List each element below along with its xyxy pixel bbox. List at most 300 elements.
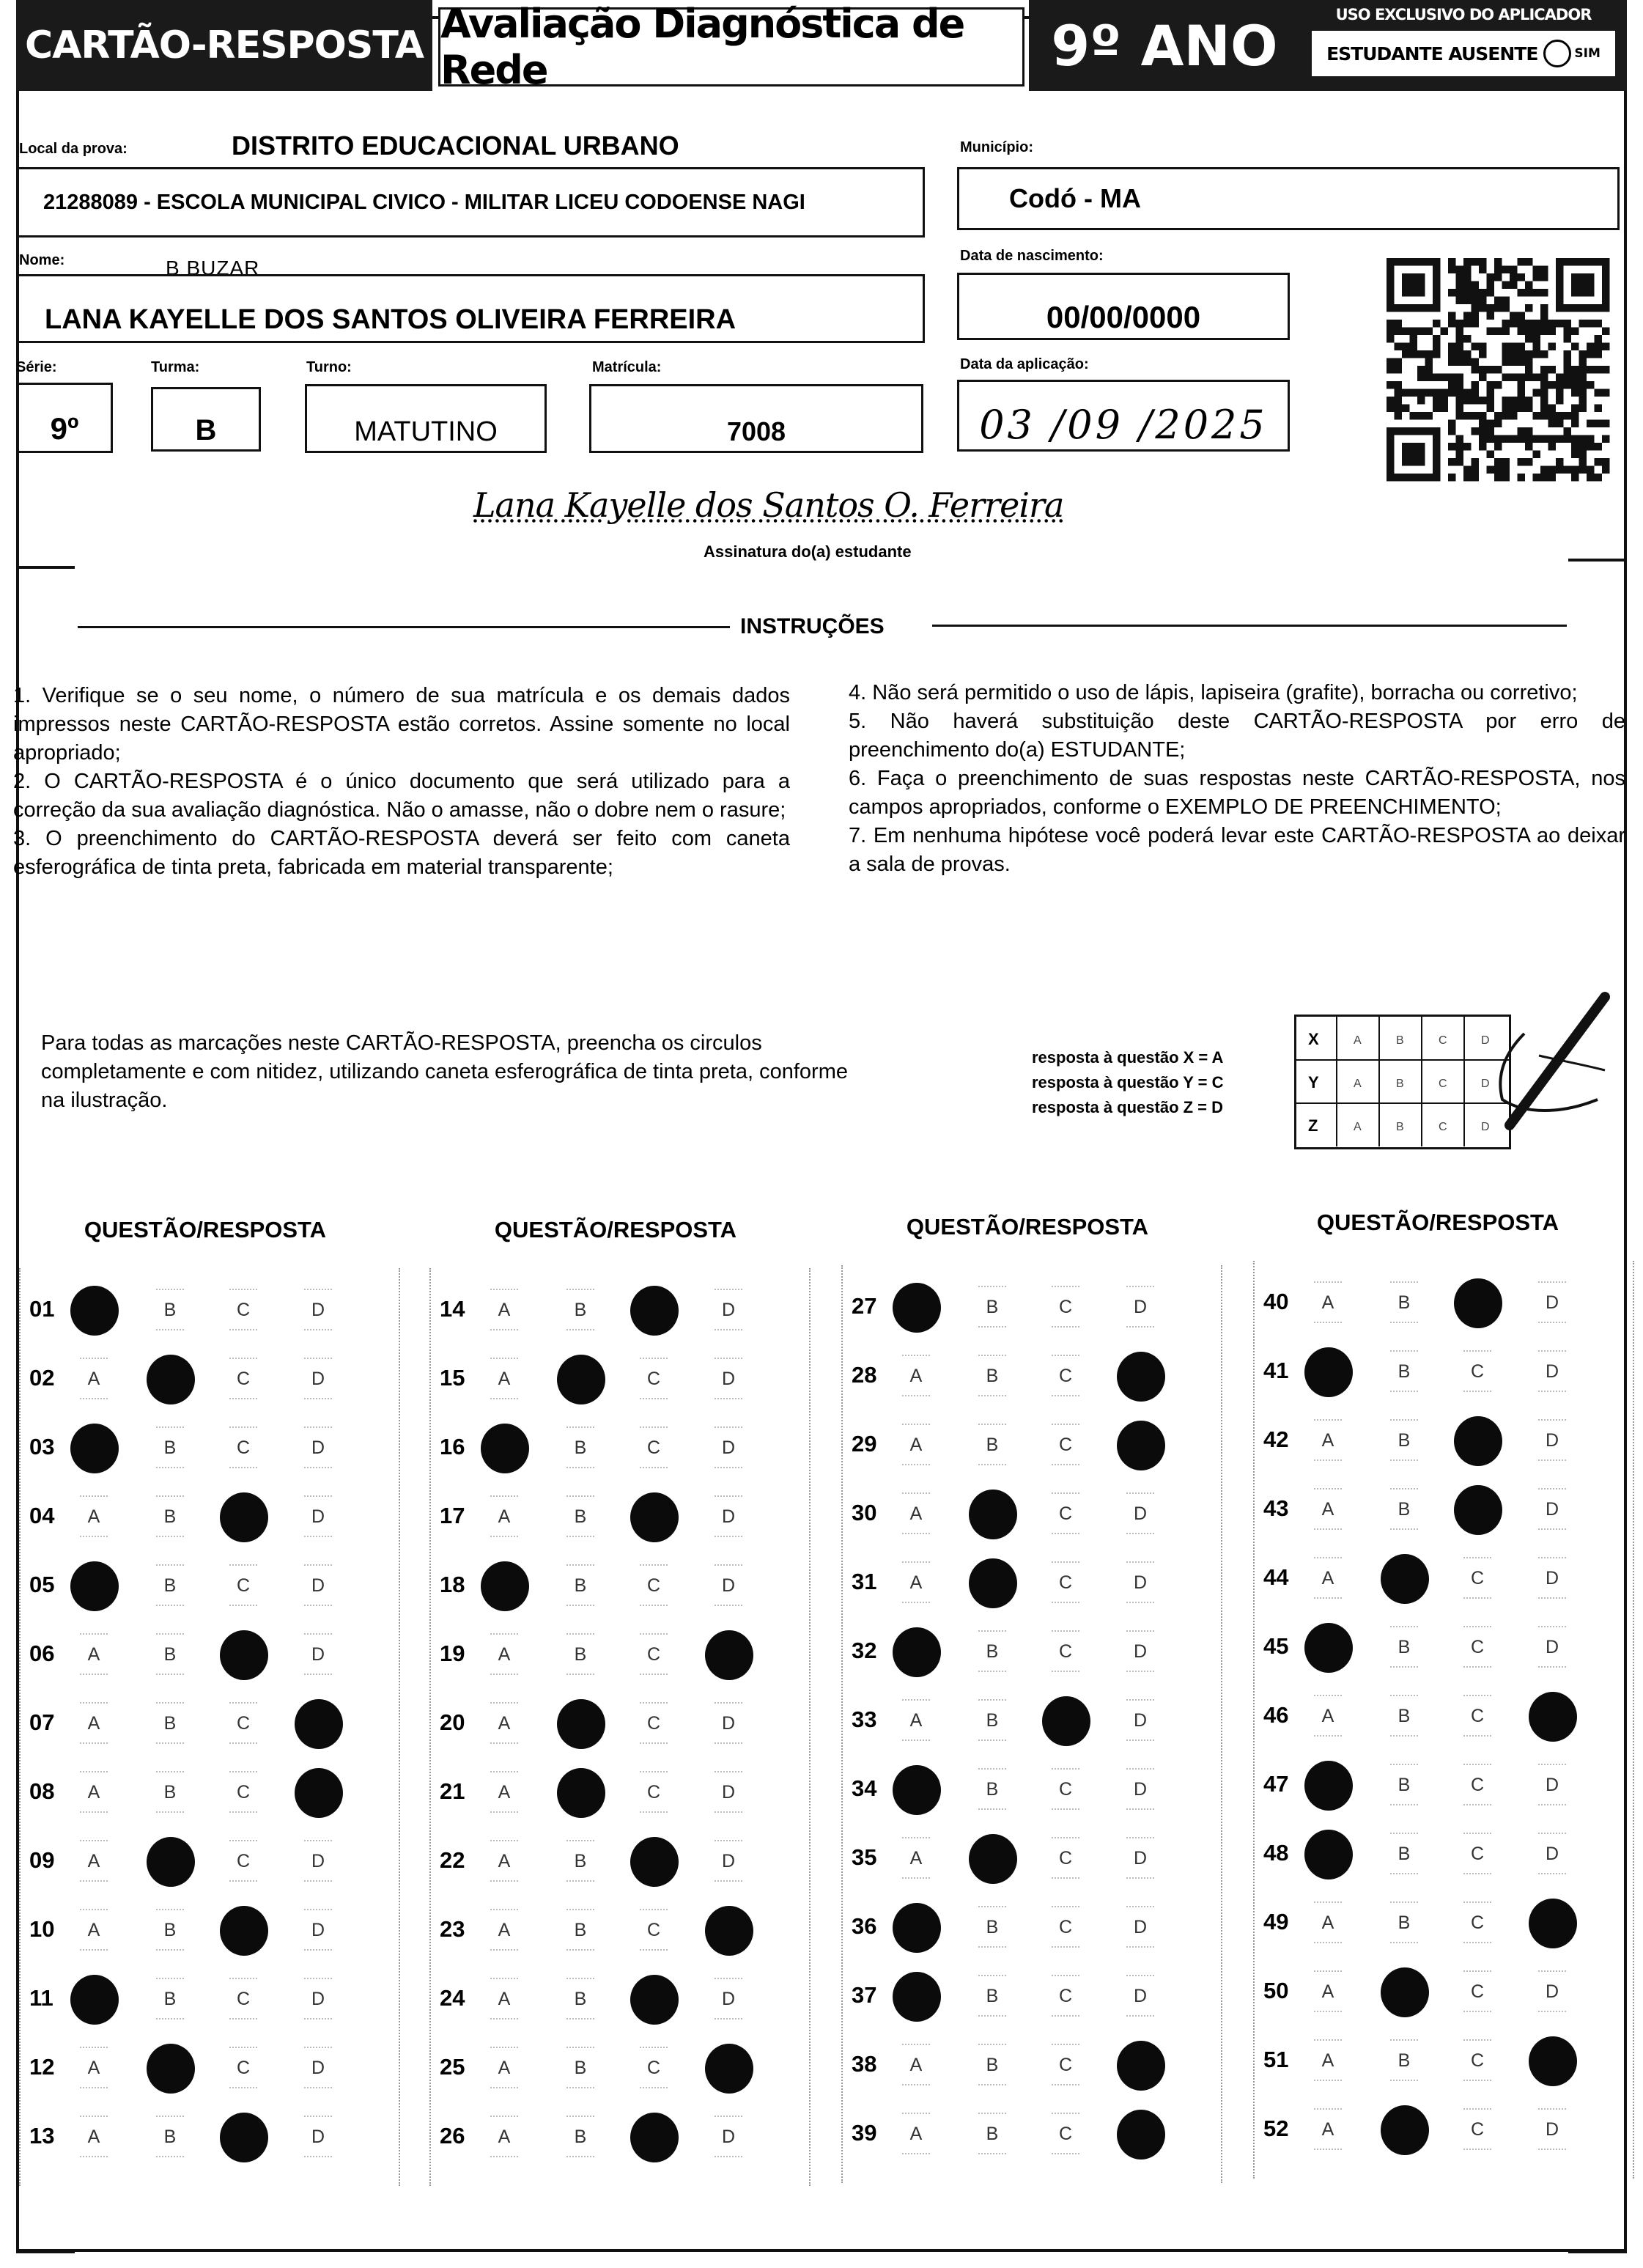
answer-bubble-d[interactable]	[1116, 2042, 1164, 2088]
option-label: D	[311, 1299, 325, 1320]
answer-bubble-b[interactable]	[968, 1629, 1016, 1674]
answer-row	[21, 1827, 399, 1896]
example-option: C	[1439, 1034, 1447, 1047]
answer-bubble-d[interactable]	[294, 1976, 342, 2022]
answer-bubble-b[interactable]	[968, 1422, 1016, 1468]
answer-bubble-b[interactable]	[556, 1494, 605, 1539]
answer-bubble-d[interactable]	[1528, 1349, 1576, 1394]
answer-bubble-a[interactable]	[1304, 1555, 1352, 1601]
answer-bubble-b[interactable]	[556, 1425, 605, 1470]
answer-bubble-a[interactable]	[1304, 1900, 1352, 1945]
answer-bubble-b[interactable]	[146, 2045, 194, 2091]
answer-bubble-b[interactable]	[1380, 2038, 1428, 2083]
answer-bubble-b[interactable]	[146, 1701, 194, 1746]
answer-bubble-c[interactable]	[1453, 1418, 1502, 1463]
answer-bubble-a[interactable]	[70, 1425, 118, 1470]
answer-bubble-a[interactable]	[892, 1491, 940, 1536]
answer-bubble-c[interactable]	[629, 1287, 678, 1333]
answer-bubble-b[interactable]	[556, 1976, 605, 2022]
answer-bubble-d[interactable]	[1528, 1969, 1576, 2014]
answer-bubble-a[interactable]	[1304, 1762, 1352, 1808]
answer-bubble-c[interactable]	[629, 1701, 678, 1746]
answer-bubble-b[interactable]	[146, 1425, 194, 1470]
answer-bubble-b[interactable]	[146, 1287, 194, 1333]
answer-bubble-c[interactable]	[1041, 1629, 1090, 1674]
answer-bubble-b[interactable]	[1380, 1280, 1428, 1325]
filled-mark	[70, 1286, 119, 1336]
answer-bubble-b[interactable]	[1380, 1487, 1428, 1532]
answer-bubble-b[interactable]	[556, 1907, 605, 1953]
answer-bubble-c[interactable]	[219, 1287, 267, 1333]
answer-bubble-a[interactable]	[480, 2114, 528, 2160]
example-legend	[1032, 1045, 1223, 1120]
answer-bubble-a[interactable]	[70, 2045, 118, 2091]
answer-bubble-b[interactable]	[556, 1356, 605, 1402]
answer-bubble-a[interactable]	[480, 2045, 528, 2091]
answer-bubble-a[interactable]	[70, 2114, 118, 2160]
answer-bubble-a[interactable]	[70, 1838, 118, 1884]
answer-bubble-b[interactable]	[968, 1560, 1016, 1605]
answer-bubble-c[interactable]	[1453, 1280, 1502, 1325]
answer-bubble-b[interactable]	[968, 2042, 1016, 2088]
answer-bubble-d[interactable]	[1116, 1836, 1164, 1881]
option-label: A	[498, 1919, 511, 1940]
question-number: 51	[1263, 2047, 1289, 2072]
option-label: B	[574, 1506, 587, 1527]
filled-mark	[1304, 1347, 1353, 1397]
answer-row	[431, 1689, 809, 1758]
answer-bubble-a[interactable]	[892, 1422, 940, 1468]
answer-bubble-d[interactable]	[1116, 1767, 1164, 1812]
option-label: D	[311, 1643, 325, 1665]
answer-bubble-c[interactable]	[1041, 1560, 1090, 1605]
option-label: D	[311, 1850, 325, 1871]
absent-field	[1312, 31, 1615, 76]
answer-bubble-c[interactable]	[219, 2045, 267, 2091]
answer-bubble-c[interactable]	[1453, 1693, 1502, 1739]
example-question: Y	[1308, 1073, 1319, 1091]
answer-bubble-a[interactable]	[892, 2042, 940, 2088]
answer-bubble-d[interactable]	[1528, 2038, 1576, 2083]
answer-bubble-a[interactable]	[1304, 1624, 1352, 1670]
option-label: C	[646, 1919, 661, 1940]
answer-bubble-c[interactable]	[219, 1563, 267, 1608]
answer-bubble-b[interactable]	[146, 1907, 194, 1953]
option-label: D	[1545, 1429, 1559, 1451]
answer-bubble-b[interactable]	[1380, 1831, 1428, 1877]
answer-bubble-d[interactable]	[704, 1356, 753, 1402]
answer-bubble-b[interactable]	[556, 1770, 605, 1815]
answer-bubble-b[interactable]	[146, 1494, 194, 1539]
option-label: A	[87, 1850, 100, 1871]
answer-bubble-d[interactable]	[294, 2114, 342, 2160]
filled-mark	[1454, 1278, 1502, 1328]
answer-bubble-c[interactable]	[219, 1425, 267, 1470]
answer-bubble-c[interactable]	[219, 1838, 267, 1884]
answer-bubble-c[interactable]	[629, 1976, 678, 2022]
answer-bubble-d[interactable]	[1116, 1560, 1164, 1605]
answer-bubble-a[interactable]	[1304, 2107, 1352, 2152]
answer-bubble-c[interactable]	[1453, 1762, 1502, 1808]
answer-bubble-a[interactable]	[1304, 1349, 1352, 1394]
school-value: 21288089 - ESCOLA MUNICIPAL CIVICO - MILITAR LICEU CODOENSE NAGI	[43, 190, 805, 214]
answer-bubble-c[interactable]	[1041, 1353, 1090, 1399]
answer-bubble-c[interactable]	[1453, 2038, 1502, 2083]
answer-bubble-d[interactable]	[1528, 1693, 1576, 1739]
answer-bubble-c[interactable]	[1453, 1487, 1502, 1532]
option-label: B	[163, 1437, 177, 1458]
answer-bubble-b[interactable]	[146, 1356, 194, 1402]
answer-bubble-c[interactable]	[629, 1770, 678, 1815]
answer-bubble-d[interactable]	[1116, 1698, 1164, 1743]
answer-bubble-c[interactable]	[629, 1632, 678, 1677]
answer-bubble-c[interactable]	[1041, 1904, 1090, 1950]
option-label: B	[1398, 1292, 1411, 1313]
answer-bubble-d[interactable]	[294, 1770, 342, 1815]
answer-bubble-a[interactable]	[480, 1838, 528, 1884]
answer-bubble-c[interactable]	[629, 1838, 678, 1884]
answer-bubble-d[interactable]	[1528, 1624, 1576, 1670]
answer-bubble-a[interactable]	[480, 1356, 528, 1402]
answer-bubble-c[interactable]	[219, 1976, 267, 2022]
question-number: 02	[29, 1365, 55, 1391]
answer-bubble-a[interactable]	[70, 1770, 118, 1815]
filled-mark	[969, 1490, 1017, 1539]
answer-bubble-b[interactable]	[968, 1284, 1016, 1330]
answer-bubble-a[interactable]	[892, 1698, 940, 1743]
answer-bubble-c[interactable]	[629, 2045, 678, 2091]
answer-row	[431, 1275, 809, 1344]
answer-bubble-d[interactable]	[1528, 1900, 1576, 1945]
answer-bubble-b[interactable]	[1380, 1969, 1428, 2014]
answer-bubble-d[interactable]	[704, 1425, 753, 1470]
answer-bubble-b[interactable]	[1380, 1418, 1428, 1463]
answer-bubble-a[interactable]	[480, 1976, 528, 2022]
question-number: 16	[440, 1434, 465, 1459]
class-hint: B BUZAR	[166, 257, 260, 279]
answer-bubble-a[interactable]	[892, 1836, 940, 1881]
answer-bubble-d[interactable]	[294, 1907, 342, 1953]
option-label: C	[1058, 1847, 1073, 1868]
filled-mark	[557, 1699, 605, 1749]
answer-bubble-b[interactable]	[146, 1563, 194, 1608]
answer-bubble-a[interactable]	[480, 1425, 528, 1470]
answer-bubble-c[interactable]	[1041, 2111, 1090, 2157]
answer-bubble-b[interactable]	[1380, 2107, 1428, 2152]
answer-bubble-d[interactable]	[294, 1425, 342, 1470]
answer-bubble-b[interactable]	[556, 1287, 605, 1333]
fill-note	[41, 1029, 862, 1115]
answer-bubble-d[interactable]	[704, 1976, 753, 2022]
filled-mark	[1381, 1967, 1429, 2017]
option-label: D	[1545, 1636, 1559, 1657]
filled-mark	[220, 1630, 268, 1680]
answer-bubble-d[interactable]	[1528, 1762, 1576, 1808]
answer-bubble-a[interactable]	[892, 1904, 940, 1950]
filled-mark	[70, 1424, 119, 1473]
answer-bubble-a[interactable]	[892, 1767, 940, 1812]
option-label: B	[986, 1641, 999, 1662]
answer-bubble-d[interactable]	[294, 1838, 342, 1884]
option-label: A	[498, 1299, 511, 1320]
answer-bubble-a[interactable]	[1304, 1418, 1352, 1463]
filled-mark	[70, 1561, 119, 1611]
filled-mark	[1381, 2105, 1429, 2155]
answer-bubble-a[interactable]	[70, 1907, 118, 1953]
answer-bubble-c[interactable]	[1041, 2042, 1090, 2088]
answer-bubble-d[interactable]	[1528, 1487, 1576, 1532]
answer-bubble-a[interactable]	[892, 1353, 940, 1399]
option-label: D	[1545, 1843, 1559, 1864]
answer-bubble-b[interactable]	[968, 1767, 1016, 1812]
answer-bubble-c[interactable]	[219, 1770, 267, 1815]
question-number: 06	[29, 1641, 55, 1666]
answer-bubble-a[interactable]	[1304, 1280, 1352, 1325]
option-label: A	[1321, 1498, 1334, 1520]
answer-bubble-a[interactable]	[892, 2111, 940, 2157]
example-option: A	[1354, 1121, 1362, 1133]
answer-bubble-c[interactable]	[629, 1494, 678, 1539]
answer-bubble-b[interactable]	[556, 1701, 605, 1746]
answer-bubble-c[interactable]	[1041, 1767, 1090, 1812]
answer-bubble-c[interactable]	[219, 1356, 267, 1402]
answer-bubble-d[interactable]	[1116, 1973, 1164, 2019]
answer-bubble-a[interactable]	[480, 1632, 528, 1677]
answer-bubble-b[interactable]	[556, 2045, 605, 2091]
answer-bubble-c[interactable]	[629, 1356, 678, 1402]
answer-bubble-d[interactable]	[1528, 1555, 1576, 1601]
answer-bubble-a[interactable]	[1304, 2038, 1352, 2083]
answer-bubble-b[interactable]	[1380, 1555, 1428, 1601]
answer-bubble-d[interactable]	[1528, 1418, 1576, 1463]
option-label: B	[1398, 1774, 1411, 1795]
answer-bubble-d[interactable]	[1116, 1904, 1164, 1950]
answer-bubble-d[interactable]	[704, 1287, 753, 1333]
answer-bubble-b[interactable]	[968, 1904, 1016, 1950]
answer-bubble-a[interactable]	[1304, 1487, 1352, 1532]
instructions-divider-left	[78, 626, 730, 628]
answer-bubble-c[interactable]	[629, 1425, 678, 1470]
option-label: A	[909, 1503, 923, 1524]
answer-bubble-a[interactable]	[892, 1560, 940, 1605]
answer-bubble-a[interactable]	[70, 1287, 118, 1333]
filled-mark	[705, 1630, 753, 1680]
grade-field	[16, 383, 113, 453]
answer-bubble-c[interactable]	[1453, 1624, 1502, 1670]
answer-bubble-a[interactable]	[480, 1287, 528, 1333]
answer-bubble-b[interactable]	[1380, 1624, 1428, 1670]
answer-bubble-c[interactable]	[1453, 1555, 1502, 1601]
signature-label: Assinatura do(a) estudante	[704, 542, 912, 561]
answer-bubble-a[interactable]	[480, 1907, 528, 1953]
answer-bubble-c[interactable]	[219, 1701, 267, 1746]
option-label: B	[986, 1434, 999, 1455]
answer-bubble-d[interactable]	[704, 2114, 753, 2160]
option-label: C	[1470, 1361, 1485, 1382]
answer-bubble-d[interactable]	[1528, 2107, 1576, 2152]
answer-bubble-a[interactable]	[480, 1494, 528, 1539]
answer-bubble-a[interactable]	[70, 1701, 118, 1746]
answer-bubble-b[interactable]	[1380, 1762, 1428, 1808]
answer-bubble-d[interactable]	[1116, 1353, 1164, 1399]
answer-bubble-d[interactable]	[1116, 2111, 1164, 2157]
absent-bubble[interactable]	[1543, 40, 1571, 67]
answer-bubble-d[interactable]	[1116, 1491, 1164, 1536]
answer-bubble-a[interactable]	[1304, 1969, 1352, 2014]
answer-row	[1255, 1888, 1633, 1957]
option-label: D	[311, 2126, 325, 2147]
answer-bubble-d[interactable]	[704, 1632, 753, 1677]
answer-bubble-b[interactable]	[968, 1698, 1016, 1743]
answer-row	[843, 1479, 1221, 1548]
answer-bubble-d[interactable]	[1116, 1422, 1164, 1468]
answer-row	[843, 2030, 1221, 2099]
answer-bubble-b[interactable]	[556, 1632, 605, 1677]
answer-bubble-b[interactable]	[1380, 1349, 1428, 1394]
answer-bubble-a[interactable]	[70, 1632, 118, 1677]
answer-bubble-c[interactable]	[1453, 1900, 1502, 1945]
answer-bubble-c[interactable]	[219, 1632, 267, 1677]
question-number: 38	[852, 2051, 877, 2077]
answer-bubble-c[interactable]	[1453, 2107, 1502, 2152]
answer-bubble-a[interactable]	[70, 1976, 118, 2022]
option-label: B	[1398, 1636, 1411, 1657]
filled-mark	[220, 1906, 268, 1956]
answer-bubble-d[interactable]	[294, 1356, 342, 1402]
answer-row	[1255, 1819, 1633, 1888]
option-label: C	[236, 1437, 251, 1458]
answer-bubble-c[interactable]	[629, 2114, 678, 2160]
question-number: 32	[852, 1638, 877, 1663]
option-label: A	[498, 1712, 511, 1734]
registration-field	[589, 384, 923, 453]
answer-bubble-c[interactable]	[1453, 1831, 1502, 1877]
answer-bubble-c[interactable]	[219, 1907, 267, 1953]
answer-bubble-b[interactable]	[968, 1353, 1016, 1399]
answer-bubble-c[interactable]	[1041, 1491, 1090, 1536]
column-title: QUESTÃO/RESPOSTA	[84, 1217, 327, 1242]
question-number: 03	[29, 1434, 55, 1459]
answer-bubble-d[interactable]	[704, 1701, 753, 1746]
answer-bubble-b[interactable]	[556, 1563, 605, 1608]
answer-bubble-d[interactable]	[704, 1494, 753, 1539]
option-label: B	[1398, 1498, 1411, 1520]
option-label: B	[986, 1985, 999, 2006]
answer-row	[843, 1962, 1221, 2030]
answer-bubble-a[interactable]	[892, 1284, 940, 1330]
answer-bubble-d[interactable]	[294, 1494, 342, 1539]
option-label: B	[986, 1709, 999, 1731]
example-option: C	[1439, 1121, 1447, 1133]
answer-bubble-c[interactable]	[629, 1907, 678, 1953]
answer-bubble-d[interactable]	[294, 1287, 342, 1333]
answer-bubble-d[interactable]	[704, 1563, 753, 1608]
name-field	[16, 274, 925, 343]
answer-bubble-c[interactable]	[1041, 1422, 1090, 1468]
option-label: D	[1133, 1985, 1148, 2006]
option-label: C	[236, 1781, 251, 1803]
answer-bubble-a[interactable]	[1304, 1693, 1352, 1739]
answer-bubble-c[interactable]	[1041, 1973, 1090, 2019]
answer-bubble-d[interactable]	[704, 1770, 753, 1815]
answer-bubble-a[interactable]	[70, 1563, 118, 1608]
answer-bubble-c[interactable]	[1453, 1349, 1502, 1394]
answer-bubble-d[interactable]	[294, 1701, 342, 1746]
answer-bubble-c[interactable]	[629, 1563, 678, 1608]
answer-bubble-b[interactable]	[146, 1770, 194, 1815]
answer-row	[843, 1341, 1221, 1410]
answer-bubble-c[interactable]	[1041, 1698, 1090, 1743]
answer-bubble-d[interactable]	[704, 2045, 753, 2091]
answer-bubble-b[interactable]	[968, 1973, 1016, 2019]
filled-mark	[295, 1768, 343, 1818]
option-label: A	[87, 1712, 100, 1734]
question-number: 08	[29, 1778, 55, 1804]
answer-bubble-a[interactable]	[480, 1770, 528, 1815]
filled-mark	[893, 1283, 941, 1333]
option-label: C	[1470, 1567, 1485, 1588]
question-number: 15	[440, 1365, 465, 1391]
answer-bubble-c[interactable]	[1041, 1284, 1090, 1330]
answer-bubble-d[interactable]	[1528, 1280, 1576, 1325]
shift-field	[305, 384, 547, 453]
answer-bubble-a[interactable]	[892, 1973, 940, 2019]
option-label: B	[574, 1850, 587, 1871]
answer-bubble-a[interactable]	[480, 1701, 528, 1746]
answer-bubble-a[interactable]	[480, 1563, 528, 1608]
answer-bubble-a[interactable]	[892, 1629, 940, 1674]
answer-bubble-b[interactable]	[146, 2114, 194, 2160]
answer-bubble-d[interactable]	[294, 1563, 342, 1608]
option-label: D	[311, 1919, 325, 1940]
option-label: A	[498, 1850, 511, 1871]
answer-bubble-b[interactable]	[146, 1976, 194, 2022]
option-label: C	[1470, 2050, 1485, 2071]
answer-bubble-b[interactable]	[146, 1838, 194, 1884]
answer-bubble-b[interactable]	[968, 1836, 1016, 1881]
answer-bubble-a[interactable]	[70, 1356, 118, 1402]
answer-bubble-b[interactable]	[556, 2114, 605, 2160]
answer-bubble-d[interactable]	[294, 1632, 342, 1677]
answer-bubble-b[interactable]	[968, 2111, 1016, 2157]
answer-bubble-d[interactable]	[704, 1838, 753, 1884]
answer-bubble-d[interactable]	[294, 2045, 342, 2091]
answer-bubble-a[interactable]	[1304, 1831, 1352, 1877]
answer-bubble-c[interactable]	[1453, 1969, 1502, 2014]
filled-mark	[893, 1903, 941, 1953]
answer-bubble-c[interactable]	[219, 2114, 267, 2160]
answer-bubble-d[interactable]	[1528, 1831, 1576, 1877]
answer-bubble-b[interactable]	[1380, 1900, 1428, 1945]
answer-bubble-b[interactable]	[146, 1632, 194, 1677]
answer-bubble-b[interactable]	[556, 1838, 605, 1884]
answer-bubble-a[interactable]	[70, 1494, 118, 1539]
municipality-label: Município:	[960, 139, 1033, 155]
shift-value: MATUTINO	[354, 416, 498, 447]
answer-bubble-d[interactable]	[1116, 1629, 1164, 1674]
answer-bubble-d[interactable]	[1116, 1284, 1164, 1330]
question-number: 37	[852, 1982, 877, 2008]
header-subtitle	[438, 1, 1024, 93]
answer-bubble-d[interactable]	[704, 1907, 753, 1953]
answer-bubble-c[interactable]	[1041, 1836, 1090, 1881]
grade-label: Série:	[16, 359, 57, 375]
answer-bubble-b[interactable]	[1380, 1693, 1428, 1739]
answer-bubble-b[interactable]	[968, 1491, 1016, 1536]
answer-bubble-c[interactable]	[219, 1494, 267, 1539]
filled-mark	[1454, 1416, 1502, 1466]
answer-row	[1255, 2026, 1633, 2095]
